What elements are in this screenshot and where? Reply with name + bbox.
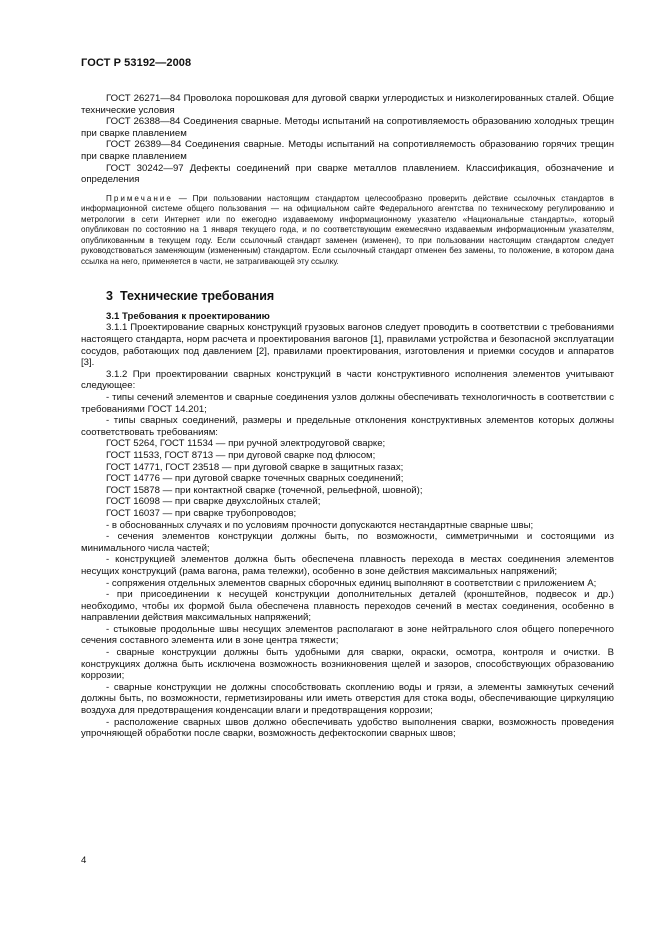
reference-item: ГОСТ 26389—84 Соединения сварные. Методы испытаний на сопротивляемость образованию горячих трещин при сварке плавлением — [81, 139, 614, 162]
note-text: — При пользовании настоящим стандартом целесообразно проверить действие ссылочных стандартов в информационной системе общего пользования — на официальном сайте Федерального агентства по техническому регулированию и метрологии в сети Интернет или по ежегодно издаваемому информационному указателю «Национальные стандарты», который опубликован по состоянию на 1 января текущего года, и по соответствующим ежемесячно издаваемым информационным указателям, опубликованным в текущем году. Если ссылочный стандарт заменен (изменен), то при пользовании настоящим стандартом следует руководствоваться заменяющим (измененным) стандартом. Если ссылочный стандарт отменен без замены, то положение, в котором дана ссылка на него, применяется в части, не затрагивающей эту ссылку. — [81, 193, 614, 266]
section-number: 3 — [106, 289, 113, 304]
body-paragraph: 3.1.2 При проектировании сварных конструкций в части конструктивного исполнения элементов учитывают следующее: — [81, 368, 614, 392]
standard-ref-line: ГОСТ 14776 — при дуговой сварке точечных сварных соединений; — [106, 473, 404, 485]
body-paragraph: - сопряжения отдельных элементов сварных сборочных единиц выполняют в соответствии с приложением А; — [106, 577, 597, 589]
body-paragraph: - конструкцией элементов должна быть обеспечена плавность перехода в местах соединения элементов несущих конструкций (рама вагона, рама тележки), особенно в зоне действия максимальных напряжений; — [81, 554, 614, 577]
body-paragraph: - типы сечений элементов и сварные соединения узлов должны обеспечивать технологичность в соответствии с требованиями ГОСТ 14.201; — [81, 392, 614, 415]
body-paragraph: 3.1.1 Проектирование сварных конструкций грузовых вагонов следует проводить в соответствии с требованиями настоящего стандарта, норм расчета и проектирования вагонов [1], правилами устройства и безопасной эксплуатации сосудов, работающих под давлением [2], правилами проектирования, изготовления и приемки сосудов и аппаратов [3]. — [81, 322, 614, 369]
standard-ref-line: ГОСТ 16037 — при сварке трубопроводов; — [106, 507, 297, 519]
body-paragraph: - стыковые продольные швы несущих элементов располагают в зоне нейтрального слоя общего поперечного сечения составного элемента или в зоне центра тяжести; — [81, 623, 614, 647]
note-label: Примечание — [106, 193, 173, 203]
page-number: 4 — [81, 855, 87, 866]
body-paragraph: - расположение сварных швов должно обеспечивать удобство выполнения сварки, возможность проведения упрочняющей обработки после сварки, возможность дефектоскопии сварных швов; — [81, 716, 614, 740]
reference-item: ГОСТ 26271—84 Проволока порошковая для дуговой сварки углеродистых и низколегированных сталей. Общие технические условия — [81, 93, 614, 116]
note-paragraph — [81, 194, 614, 268]
section-heading — [106, 291, 614, 303]
subsection-heading: 3.1 Требования к проектированию — [106, 310, 270, 322]
body-paragraph: - при присоединении к несущей конструкции дополнительных деталей (кронштейнов, подвесок и др.) необходимо, чтобы их формой была обеспечена плавность переходов сечений в местах соединения, особенно в направлении действия максимальных напряжений; — [81, 589, 614, 624]
reference-item: ГОСТ 30242—97 Дефекты соединений при сварке металлов плавлением. Классификация, обозначение и определения — [81, 162, 614, 186]
document-header: ГОСТ Р 53192—2008 — [81, 57, 192, 69]
standard-ref-line: ГОСТ 11533, ГОСТ 8713 — при дуговой сварке под флюсом; — [106, 449, 376, 461]
standard-ref-line: ГОСТ 16098 — при сварке двухслойных сталей; — [106, 496, 321, 508]
body-paragraph: - сечения элементов конструкции должны быть, по возможности, симметричными и состоящими из минимального числа частей; — [81, 531, 614, 554]
body-paragraph: - типы сварных соединений, размеры и предельные отклонения конструктивных элементов которых должны соответствовать требованиям: — [81, 415, 614, 438]
reference-item: ГОСТ 26388—84 Соединения сварные. Методы испытаний на сопротивляемость образованию холодных трещин при сварке плавлением — [81, 116, 614, 139]
section-title: Технические требования — [119, 289, 275, 304]
standard-ref-line: ГОСТ 5264, ГОСТ 11534 — при ручной электродуговой сварке; — [106, 438, 386, 450]
body-paragraph: - сварные конструкции не должны способствовать скоплению воды и грязи, а элементы замкнутых сечений должны быть, по возможности, герметизированы или иметь отверстия для стока воды, обеспечивающие циркуляцию воздуха для предотвращения конденсации влаги и предотвращения коррозии; — [81, 681, 614, 717]
standard-ref-line: ГОСТ 15878 — при контактной сварке (точечной, рельефной, шовной); — [106, 484, 423, 496]
body-paragraph: - в обоснованных случаях и по условиям прочности допускаются нестандартные сварные швы; — [106, 519, 534, 531]
standard-ref-line: ГОСТ 14771, ГОСТ 23518 — при дуговой сварке в защитных газах; — [106, 461, 404, 473]
page-content — [81, 93, 614, 740]
body-paragraph: - сварные конструкции должны быть удобными для сварки, окраски, осмотра, контроля и очистки. В конструкциях должна быть исключена возможность возникновения щелей и зазоров, способствующих образованию коррозии; — [81, 647, 614, 682]
